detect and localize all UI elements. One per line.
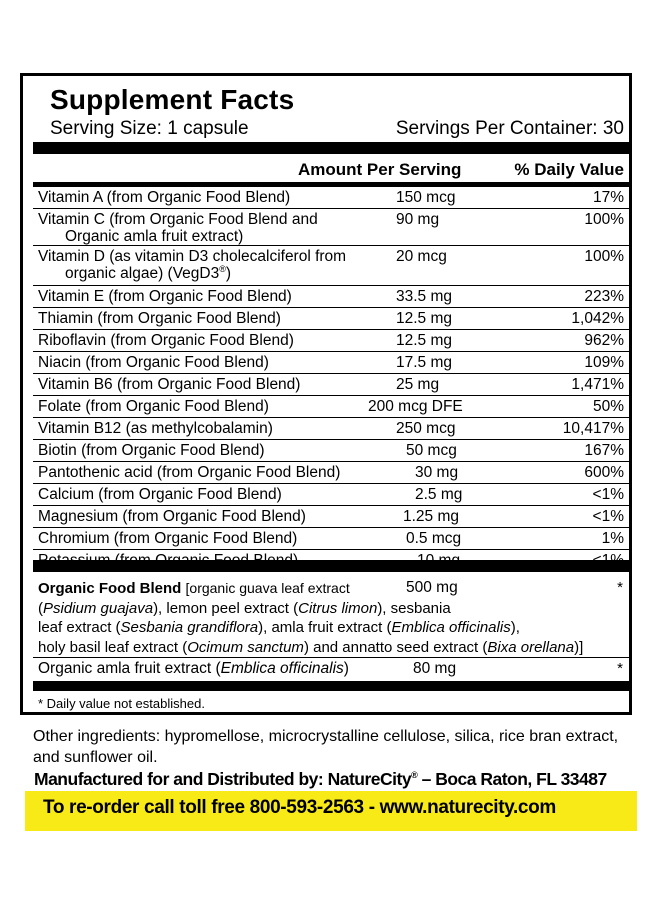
thick-divider [33,560,629,572]
blend-amount: 500 mg [406,579,458,596]
thick-divider [33,681,629,691]
serving-size: Serving Size: 1 capsule [50,118,249,139]
nutrient-name: Biotin (from Organic Food Blend) [38,442,265,459]
nutrient-row [33,484,629,506]
nutrient-dv: <1% [592,508,624,525]
nutrient-name: Vitamin B6 (from Organic Food Blend) [38,376,301,393]
supplement-facts-panel [20,73,632,715]
registered-mark: ® [219,263,226,274]
nutrient-amount: 250 mcg [396,420,456,437]
nutrient-dv: 50% [592,398,624,415]
servings-per-container: Servings Per Container: 30 [395,118,624,139]
amla-dv: * [617,660,623,677]
nutrient-dv: 1,471% [571,376,624,393]
blend-dv: * [617,579,623,596]
nutrient-amount: 0.5 mcg [406,530,462,547]
nutrient-amount: 50 mcg [406,442,457,459]
nutrient-row [33,308,629,330]
nutrient-name: Magnesium (from Organic Food Blend) [38,508,306,525]
nutrient-amount: 17.5 mg [396,354,453,371]
nutrient-name: Calcium (from Organic Food Blend) [38,486,282,503]
nutrient-amount: 150 mcg [396,189,456,206]
organic-food-blend: Organic Food Blend [organic guava leaf extract (Psidium guajava), lemon peel extract (Citrus limon), sesbania leaf extract (Sesbania grandiflora), amla fruit extract (Emblica officinalis), holy basil leaf extract (Ocimum sanctum) and annatto seed extract (Bixa orellana)] [38,580,584,656]
panel-title: Supplement Facts [50,84,295,115]
nutrient-name: Thiamin (from Organic Food Blend) [38,310,281,327]
nutrient-name: Vitamin A (from Organic Food Blend) [38,189,291,206]
nutrient-dv: 1% [601,530,624,547]
nutrient-row [33,187,629,209]
nutrient-name: Vitamin D (as vitamin D3 cholecalciferol from organic algae) (VegD3®) [38,248,347,282]
nutrient-row [33,286,629,308]
nutrient-row [33,528,629,550]
other-ingredients: Other ingredients: hypromellose, microcrystalline cellulose, silica, rice bran extract, and sunflower oil. [33,728,619,766]
blend-title: Organic Food Blend [38,580,182,597]
nutrient-dv: 17% [592,189,624,206]
amount-per-serving-header: Amount Per Serving [298,160,462,179]
thick-divider [33,142,629,154]
nutrient-row [33,246,629,286]
amla-amount: 80 mg [413,660,457,677]
nutrient-dv: 223% [584,288,624,305]
nutrient-amount: 12.5 mg [396,332,453,349]
footnote: * Daily value not established. [38,696,205,711]
nutrient-name: Pantothenic acid (from Organic Food Blend) [38,464,341,481]
nutrient-amount: 25 mg [396,376,440,393]
nutrient-name: Vitamin E (from Organic Food Blend) [38,288,292,305]
nutrient-row [33,506,629,528]
nutrient-name: Riboflavin (from Organic Food Blend) [38,332,294,349]
nutrient-dv: 600% [584,464,624,481]
nutrient-dv: 100% [584,211,624,228]
nutrient-name: Chromium (from Organic Food Blend) [38,530,298,547]
nutrient-dv: 167% [584,442,624,459]
nutrient-amount: 200 mcg DFE [368,398,463,415]
daily-value-header: % Daily Value [514,160,624,179]
nutrient-amount: 1.25 mg [403,508,460,525]
nutrient-amount: 12.5 mg [396,310,453,327]
nutrient-amount: 30 mg [415,464,459,481]
nutrient-name: Vitamin C (from Organic Food Blend and Organic amla fruit extract) [38,211,318,245]
nutrient-dv: 10,417% [562,420,624,437]
nutrient-amount: 2.5 mg [415,486,463,503]
thin-divider [33,657,629,658]
amla-extract: Organic amla fruit extract (Emblica officinalis) [38,660,349,677]
nutrient-dv: 962% [584,332,624,349]
nutrient-row [33,209,629,246]
nutrient-dv: <1% [592,486,624,503]
registered-mark: ® [411,770,418,781]
reorder-line: To re-order call toll free 800-593-2563 - www.naturecity.com [43,797,556,818]
nutrient-row [33,330,629,352]
nutrient-row [33,418,629,440]
nutrient-name: Niacin (from Organic Food Blend) [38,354,269,371]
nutrient-amount: 20 mcg [396,248,447,265]
nutrient-dv: 100% [584,248,624,265]
nutrient-row [33,396,629,418]
nutrient-name: Folate (from Organic Food Blend) [38,398,269,415]
nutrient-amount: 90 mg [396,211,440,228]
nutrient-dv: 1,042% [571,310,624,327]
nutrient-dv: 109% [584,354,624,371]
nutrient-name: Vitamin B12 (as methylcobalamin) [38,420,273,437]
nutrient-row [33,462,629,484]
nutrient-table [33,187,629,571]
nutrient-row [33,374,629,396]
nutrient-amount: 33.5 mg [396,288,453,305]
nutrient-row [33,352,629,374]
manufacturer-line: Manufactured for and Distributed by: NatureCity® – Boca Raton, FL 33487 [34,769,607,789]
nutrient-row [33,440,629,462]
